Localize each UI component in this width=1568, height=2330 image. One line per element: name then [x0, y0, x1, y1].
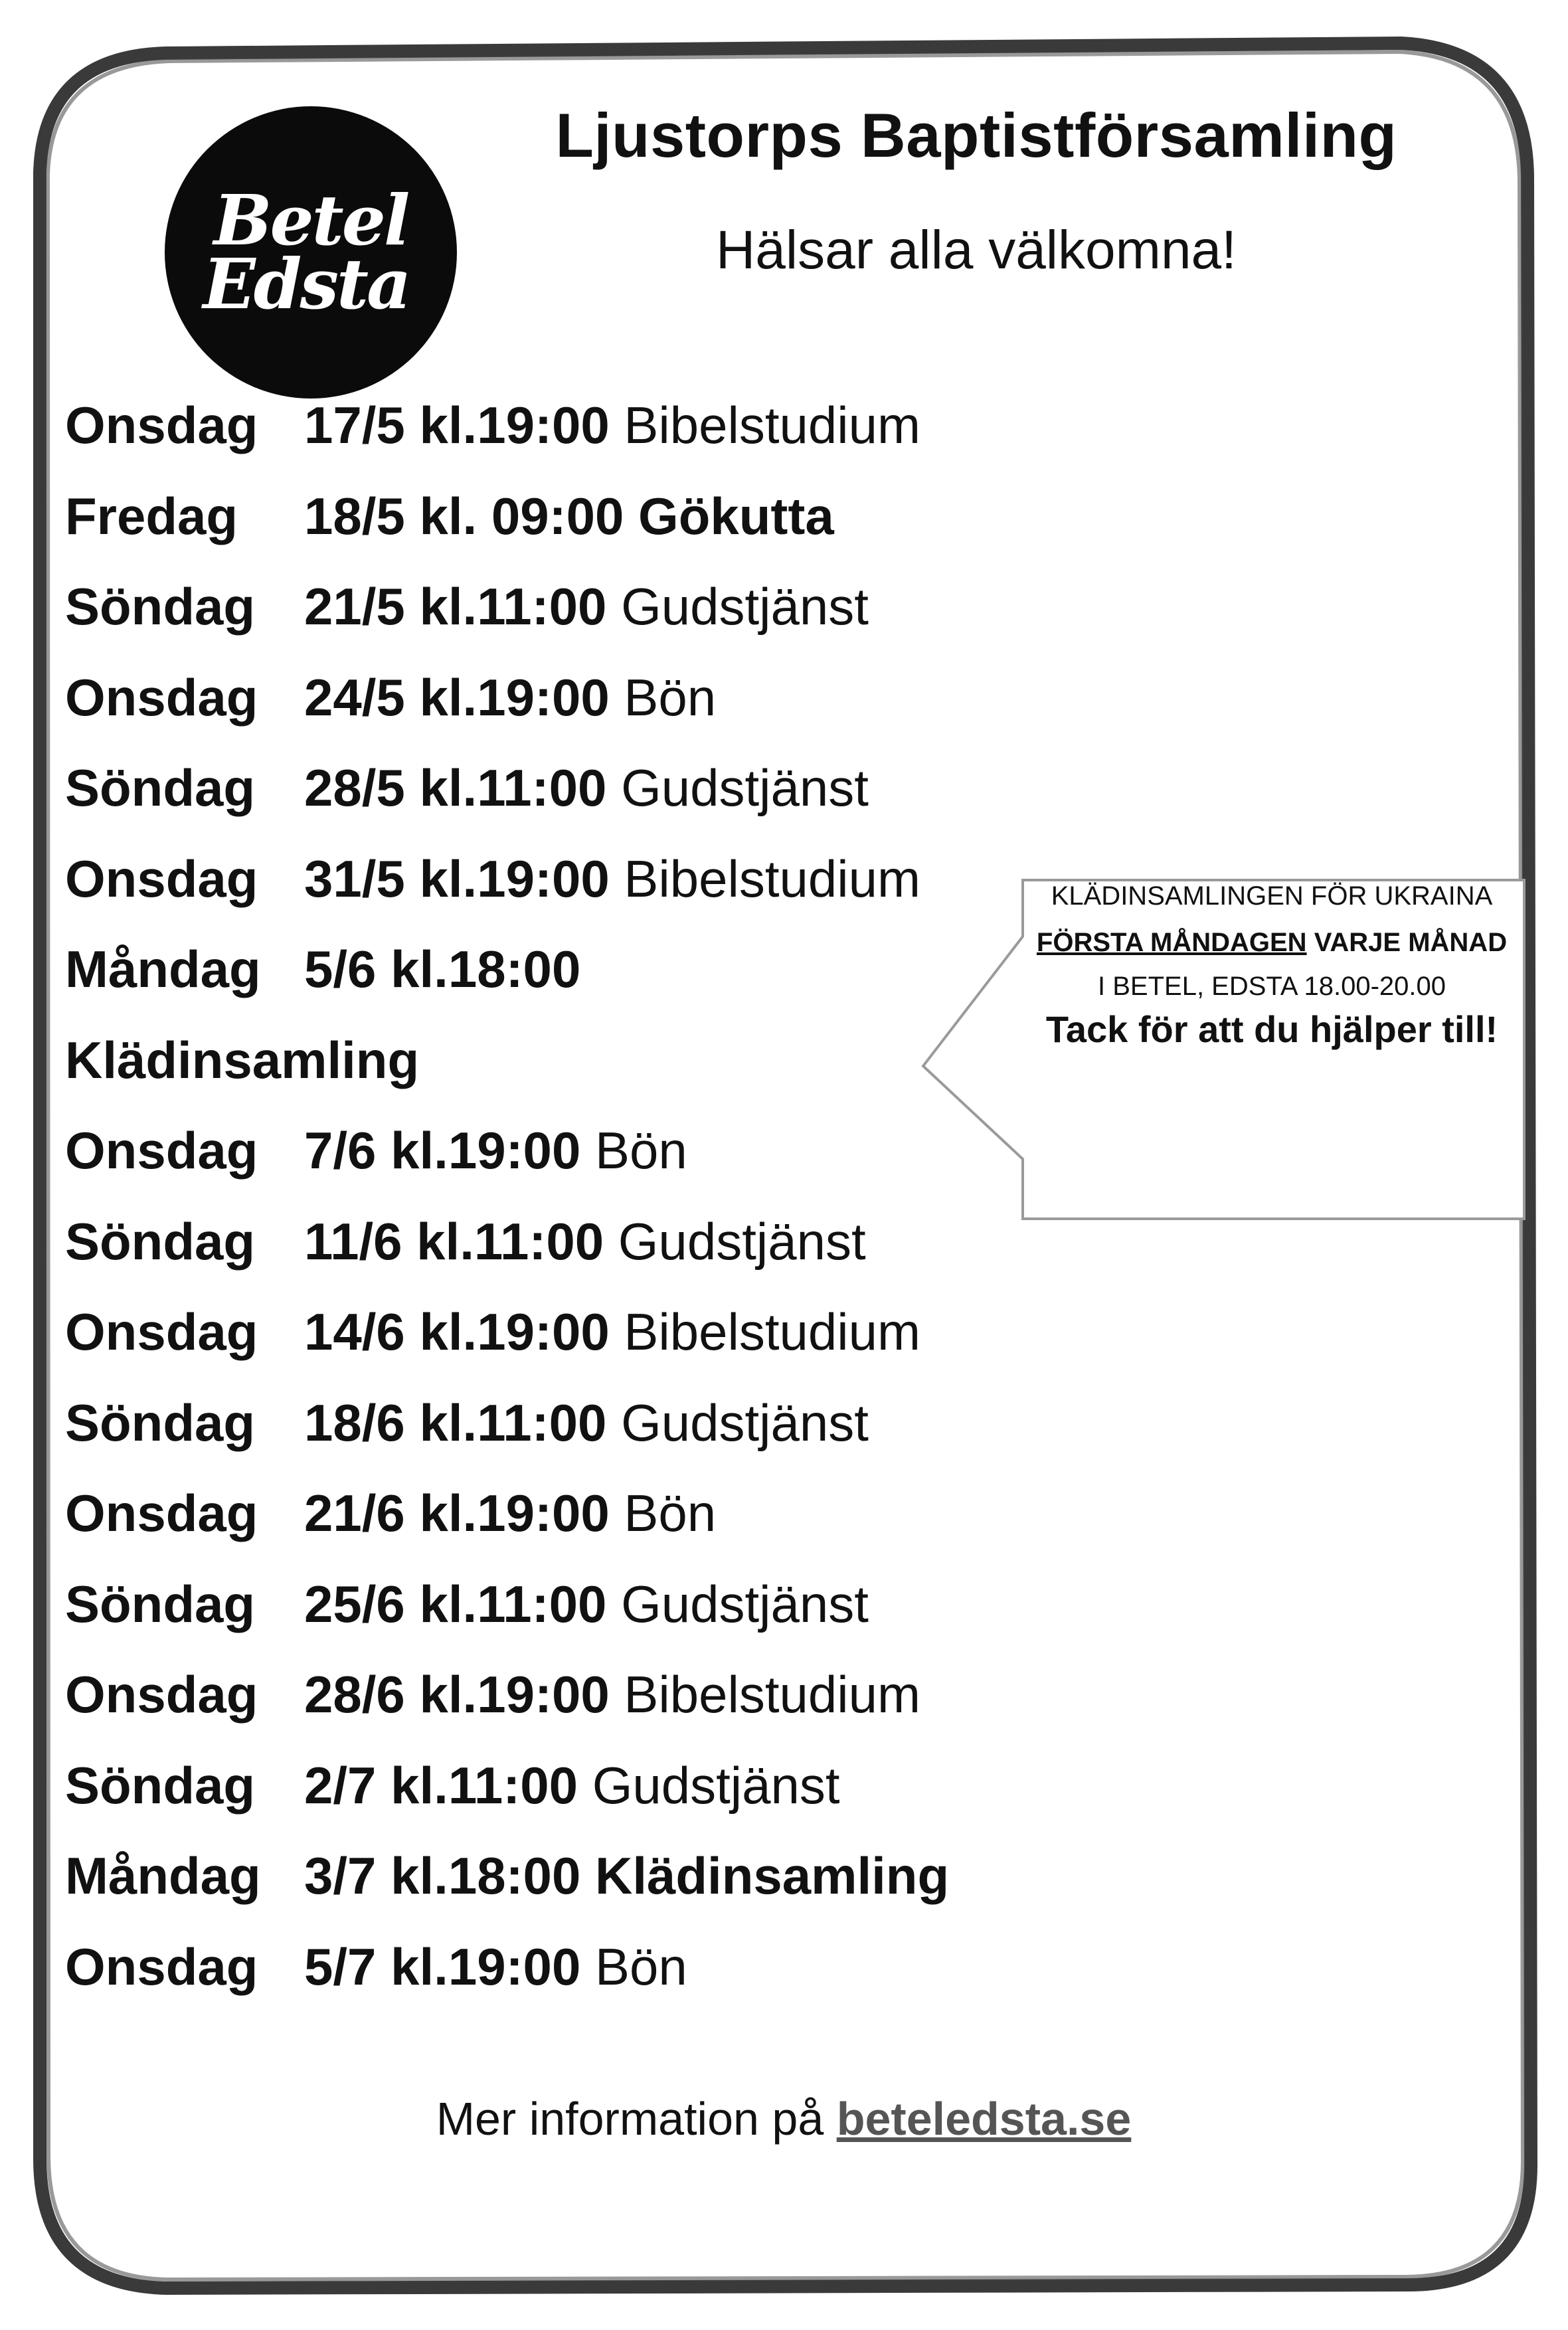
- event-datetime: 31/5 kl.19:00: [304, 850, 610, 908]
- event-day: Söndag: [65, 759, 255, 817]
- betel-edsta-logo: [165, 106, 457, 399]
- event-day: Onsdag: [65, 1484, 258, 1542]
- event-row: [65, 1752, 840, 1819]
- event-datetime: 18/6 kl.11:00: [304, 1393, 607, 1452]
- event-datetime: 28/5 kl.11:00: [304, 759, 607, 817]
- event-day: Onsdag: [65, 396, 258, 454]
- event-row: [65, 1299, 920, 1365]
- event-day: Onsdag: [65, 1937, 258, 1996]
- event-datetime: 21/5 kl.11:00: [304, 577, 607, 636]
- event-day: Söndag: [65, 1212, 255, 1271]
- event-activity: Gökutta: [638, 487, 834, 545]
- event-day: Söndag: [65, 1575, 255, 1633]
- event-activity: Bibelstudium: [624, 1302, 920, 1361]
- callout-schedule-underlined: FÖRSTA MÅNDAGEN: [1036, 928, 1307, 957]
- event-activity: Gudstjänst: [621, 1575, 869, 1633]
- event-datetime: 5/7 kl.19:00: [304, 1937, 581, 1996]
- event-row: [65, 1389, 869, 1456]
- event-day: Söndag: [65, 577, 255, 636]
- event-activity: Bön: [624, 668, 717, 727]
- event-datetime: 24/5 kl.19:00: [304, 668, 610, 727]
- event-day: Klädinsamling: [65, 1031, 420, 1089]
- event-row: [65, 1933, 687, 2000]
- event-activity: Gudstjänst: [621, 577, 869, 636]
- event-datetime: 18/5 kl. 09:00: [304, 487, 624, 545]
- event-activity: Gudstjänst: [621, 759, 869, 817]
- clothing-drive-notice: [1023, 880, 1521, 1053]
- event-datetime: 11/6 kl.11:00: [304, 1212, 604, 1271]
- page-title: Ljustorps Baptistförsamling: [555, 100, 1397, 170]
- event-datetime: 28/6 kl.19:00: [304, 1665, 610, 1724]
- event-activity: Bön: [595, 1937, 687, 1996]
- callout-thanks: Tack för att du hjälper till!: [1045, 1008, 1498, 1050]
- greeting-text: Hälsar alla välkomna!: [716, 220, 1237, 280]
- event-day: Onsdag: [65, 668, 258, 727]
- callout-heading: KLÄDINSAMLINGEN FÖR UKRAINA: [1051, 881, 1493, 911]
- event-activity: Klädinsamling: [595, 1846, 950, 1905]
- event-datetime: 5/6 kl.18:00: [304, 940, 581, 998]
- event-row: [65, 1480, 716, 1546]
- event-row: [65, 483, 834, 549]
- event-day: Måndag: [65, 940, 261, 998]
- event-row: [65, 1027, 419, 1093]
- event-datetime: 21/6 kl.19:00: [304, 1484, 610, 1542]
- event-datetime: 2/7 kl.11:00: [304, 1756, 578, 1815]
- footer: [199, 2092, 1368, 2145]
- callout-schedule: [1023, 927, 1521, 958]
- event-activity: Gudstjänst: [621, 1393, 869, 1452]
- event-activity: Gudstjänst: [618, 1212, 866, 1271]
- event-row: [65, 936, 580, 1002]
- event-activity: Bön: [624, 1484, 717, 1542]
- event-day: Måndag: [65, 1846, 261, 1905]
- event-day: Söndag: [65, 1756, 255, 1815]
- event-day: Söndag: [65, 1393, 255, 1452]
- event-row: [65, 1117, 687, 1184]
- event-row: [65, 846, 920, 912]
- event-row: [65, 1842, 949, 1909]
- event-row: [65, 573, 869, 640]
- event-row: [65, 1661, 920, 1728]
- event-datetime: 3/7 kl.18:00: [304, 1846, 581, 1905]
- callout-place: I BETEL, EDSTA 18.00-20.00: [1098, 972, 1446, 1001]
- logo-line-2: Edsta: [203, 243, 410, 325]
- logo-line-1: Betel: [213, 179, 408, 261]
- event-activity: Gudstjänst: [592, 1756, 840, 1815]
- event-activity: Bön: [595, 1121, 687, 1180]
- website-link[interactable]: beteledsta.se: [836, 2093, 1132, 2145]
- event-activity: Bibelstudium: [624, 396, 920, 454]
- event-day: Onsdag: [65, 1121, 258, 1180]
- event-day: Onsdag: [65, 1665, 258, 1724]
- event-datetime: 7/6 kl.19:00: [304, 1121, 581, 1180]
- event-activity: Bibelstudium: [624, 850, 920, 908]
- event-row: [65, 1208, 866, 1275]
- event-day: Onsdag: [65, 1302, 258, 1361]
- event-activity: Bibelstudium: [624, 1665, 920, 1724]
- event-datetime: 17/5 kl.19:00: [304, 396, 610, 454]
- event-row: [65, 392, 920, 458]
- event-day: Onsdag: [65, 850, 258, 908]
- event-row: [65, 664, 716, 731]
- event-row: [65, 1571, 869, 1637]
- event-row: [65, 755, 869, 821]
- event-datetime: 14/6 kl.19:00: [304, 1302, 610, 1361]
- footer-text: Mer information på: [436, 2093, 824, 2145]
- event-day: Fredag: [65, 487, 238, 545]
- callout-schedule-rest: VARJE MÅNAD: [1314, 928, 1508, 957]
- event-datetime: 25/6 kl.11:00: [304, 1575, 607, 1633]
